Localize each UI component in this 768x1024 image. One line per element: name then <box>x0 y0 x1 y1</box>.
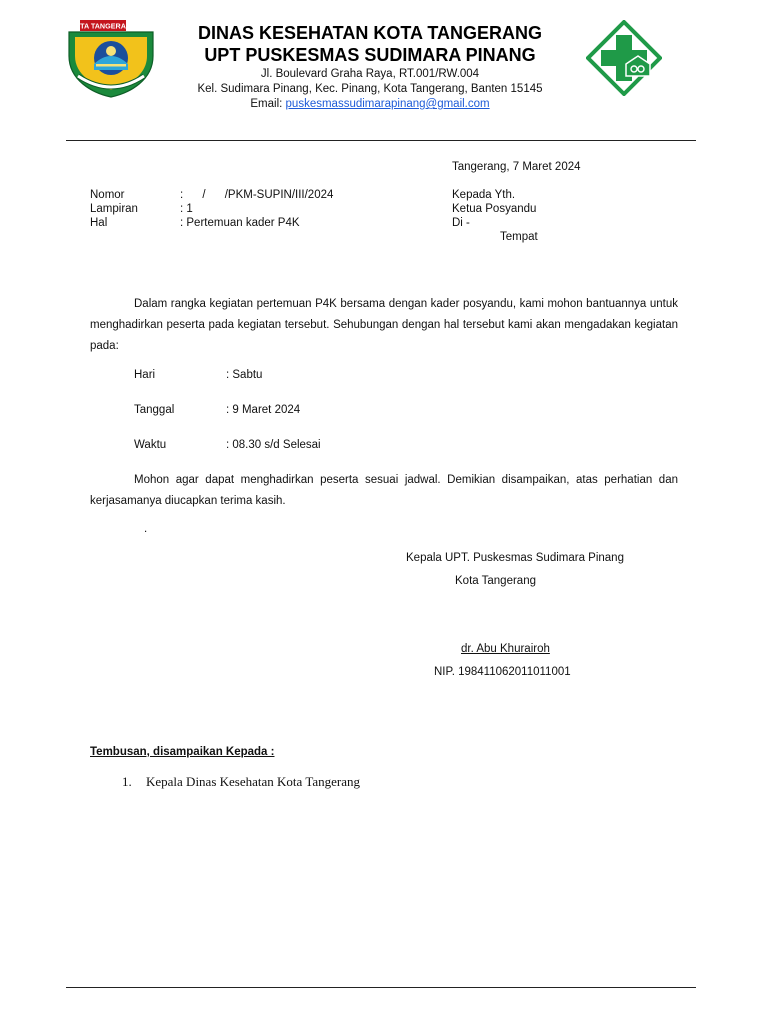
logo-label: KOTA TANGERANG <box>69 21 137 31</box>
recipient-line3: Di - <box>452 217 470 229</box>
kota-tangerang-logo <box>66 18 156 98</box>
footer-rule <box>66 987 696 988</box>
meta-label-nomor: Nomor <box>90 189 125 201</box>
meta-label-lampiran: Lampiran <box>90 203 138 215</box>
recipient-line4: Tempat <box>500 231 538 243</box>
stray-dot: . <box>144 523 148 535</box>
schedule-label-hari: Hari <box>134 369 156 381</box>
letter-date: Tangerang, 7 Maret 2024 <box>452 161 581 173</box>
cc-heading: Tembusan, disampaikan Kepada : <box>90 746 275 758</box>
meta-value-hal: : Pertemuan kader P4K <box>180 217 300 229</box>
signature-city: Kota Tangerang <box>455 575 536 587</box>
signature-name: dr. Abu Khurairoh <box>461 643 550 655</box>
body-paragraph-2: Mohon agar dapat menghadirkan peserta sesuai jadwal. Demikian disampaikan, atas perhatian dan kerjasamanya diucapkan terima kasih. <box>90 474 678 507</box>
meta-value-nomor: : / /PKM-SUPIN/III/2024 <box>180 189 334 201</box>
address-line2: Kel. Sudimara Pinang, Kec. Pinang, Kota Tangerang, Banten 15145 <box>197 83 543 95</box>
email-line <box>160 97 580 112</box>
header-rule <box>66 140 696 141</box>
signature-nip: NIP. 198411062011011001 <box>434 666 571 678</box>
org-title-line2: UPT PUSKESMAS SUDIMARA PINANG <box>204 45 536 65</box>
org-title-line1: DINAS KESEHATAN KOTA TANGERANG <box>198 23 542 43</box>
meta-value-lampiran: : 1 <box>180 203 193 215</box>
schedule-value-hari: : Sabtu <box>226 369 263 381</box>
schedule-label-tanggal: Tanggal <box>134 404 175 416</box>
signature-title: Kepala UPT. Puskesmas Sudimara Pinang <box>406 552 624 564</box>
recipient-line2: Ketua Posyandu <box>452 203 537 215</box>
body-paragraph-1: Dalam rangka kegiatan pertemuan P4K bersama dengan kader posyandu, kami mohon bantuannya untuk menghadirkan peserta pada kegiatan tersebut. Sehubungan dengan hal tersebut kami akan mengadakan kegiatan pada: <box>90 298 678 352</box>
cc-item-number: 1. <box>122 774 132 789</box>
address-line1: Jl. Boulevard Graha Raya, RT.001/RW.004 <box>260 68 480 80</box>
schedule-value-waktu: : 08.30 s/d Selesai <box>226 439 321 451</box>
puskesmas-cross-logo <box>586 20 662 96</box>
schedule-label-waktu: Waktu <box>134 439 167 451</box>
meta-label-hal: Hal <box>90 217 108 229</box>
cc-item-text: Kepala Dinas Kesehatan Kota Tangerang <box>146 774 360 789</box>
email-label: Email: <box>250 98 283 110</box>
recipient-line1: Kepada Yth. <box>452 189 516 201</box>
email-link[interactable]: puskesmassudimarapinang@gmail.com <box>285 98 490 110</box>
schedule-value-tanggal: : 9 Maret 2024 <box>226 404 301 416</box>
